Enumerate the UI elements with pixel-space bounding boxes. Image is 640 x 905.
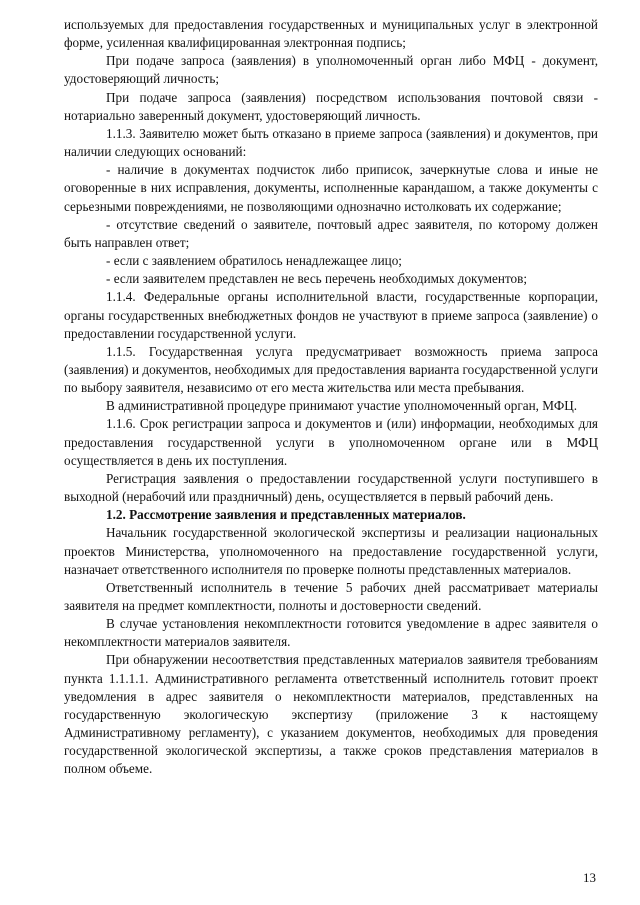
paragraph: 1.1.4. Федеральные органы исполнительной власти, государственные корпорации, органы государственных внебюджетных фондов не участвуют в приеме запроса (заявление) о предоставлении государственной услуги. bbox=[64, 289, 598, 341]
list-item: - если заявителем представлен не весь перечень необходимых документов; bbox=[106, 271, 528, 287]
paragraph: Регистрация заявления о предоставлении государственной услуги поступившего в выходной (нерабочий или праздничный) день, осуществляется в первый рабочий день. bbox=[64, 470, 598, 505]
paragraph: используемых для предоставления государственных и муниципальных услуг в электронной форме, усиленная квалифицированная электронная подпись; bbox=[64, 17, 598, 51]
list-item: - отсутствие сведений о заявителе, почтовый адрес заявителя, по которому должен быть направлен ответ; bbox=[64, 216, 598, 250]
section-heading: 1.2. Рассмотрение заявления и представленных материалов. bbox=[106, 507, 466, 523]
page-number: 13 bbox=[583, 870, 596, 885]
paragraph: 1.1.3. Заявителю может быть отказано в приеме запроса (заявления) и документов, при наличии следующих оснований: bbox=[64, 125, 598, 160]
paragraph: Ответственный исполнитель в течение 5 рабочих дней рассматривает материалы заявителя на предмет комплектности, полноты и достоверности сведений. bbox=[64, 579, 598, 613]
paragraph: Начальник государственной экологической экспертизы и реализации национальных проектов Министерства, уполномоченного на предоставление государственной услуги, назначает ответственного исполнителя по проверке полноты представленных материалов. bbox=[64, 525, 598, 577]
list-item: - наличие в документах подчисток либо приписок, зачеркнутые слова и иные не оговоренные в них исправления, документы, исполненные карандашом, а также документы с серьезными повреждениями, не позволяющими однозначно истолковать их содержание; bbox=[64, 162, 598, 214]
paragraph: При подаче запроса (заявления) в уполномоченный орган либо МФЦ - документ, удостоверяющий личность; bbox=[64, 53, 598, 87]
paragraph: В административной процедуре принимают участие уполномоченный орган, МФЦ. bbox=[106, 398, 578, 414]
list-item: - если с заявлением обратилось ненадлежащее лицо; bbox=[106, 253, 402, 269]
paragraph: 1.1.5. Государственная услуга предусматривает возможность приема запроса (заявления) и документов, необходимых для предоставления варианта государственной услуги по выбору заявителя, независимо от его места жительства или места пребывания. bbox=[64, 343, 598, 396]
document-page bbox=[64, 16, 598, 779]
paragraph: 1.1.6. Срок регистрации запроса и документов и (или) информации, необходимых для предоставления государственной услуги в уполномоченном органе или в МФЦ осуществляется в день их поступления. bbox=[64, 416, 598, 468]
paragraph: В случае установления некомплектности готовится уведомление в адрес заявителя о некомплектности материалов заявителя. bbox=[64, 616, 598, 650]
paragraph: При обнаружении несоответствия представленных материалов заявителя требованиям пункта 1.1.1.1. Административного регламента ответственный исполнитель готовит проект уведомления в адрес заявителя о некомплектности материалов, представленных на государственную экологическую экспертизу (приложение 3 к настоящему Административному регламенту), с указанием документов, необходимых для проведения государственной экологической экспертизы, а также сроков представления материалов в полном объеме. bbox=[64, 652, 598, 777]
paragraph: При подаче запроса (заявления) посредством использования почтовой связи - нотариально заверенный документ, удостоверяющий личность. bbox=[64, 89, 598, 123]
